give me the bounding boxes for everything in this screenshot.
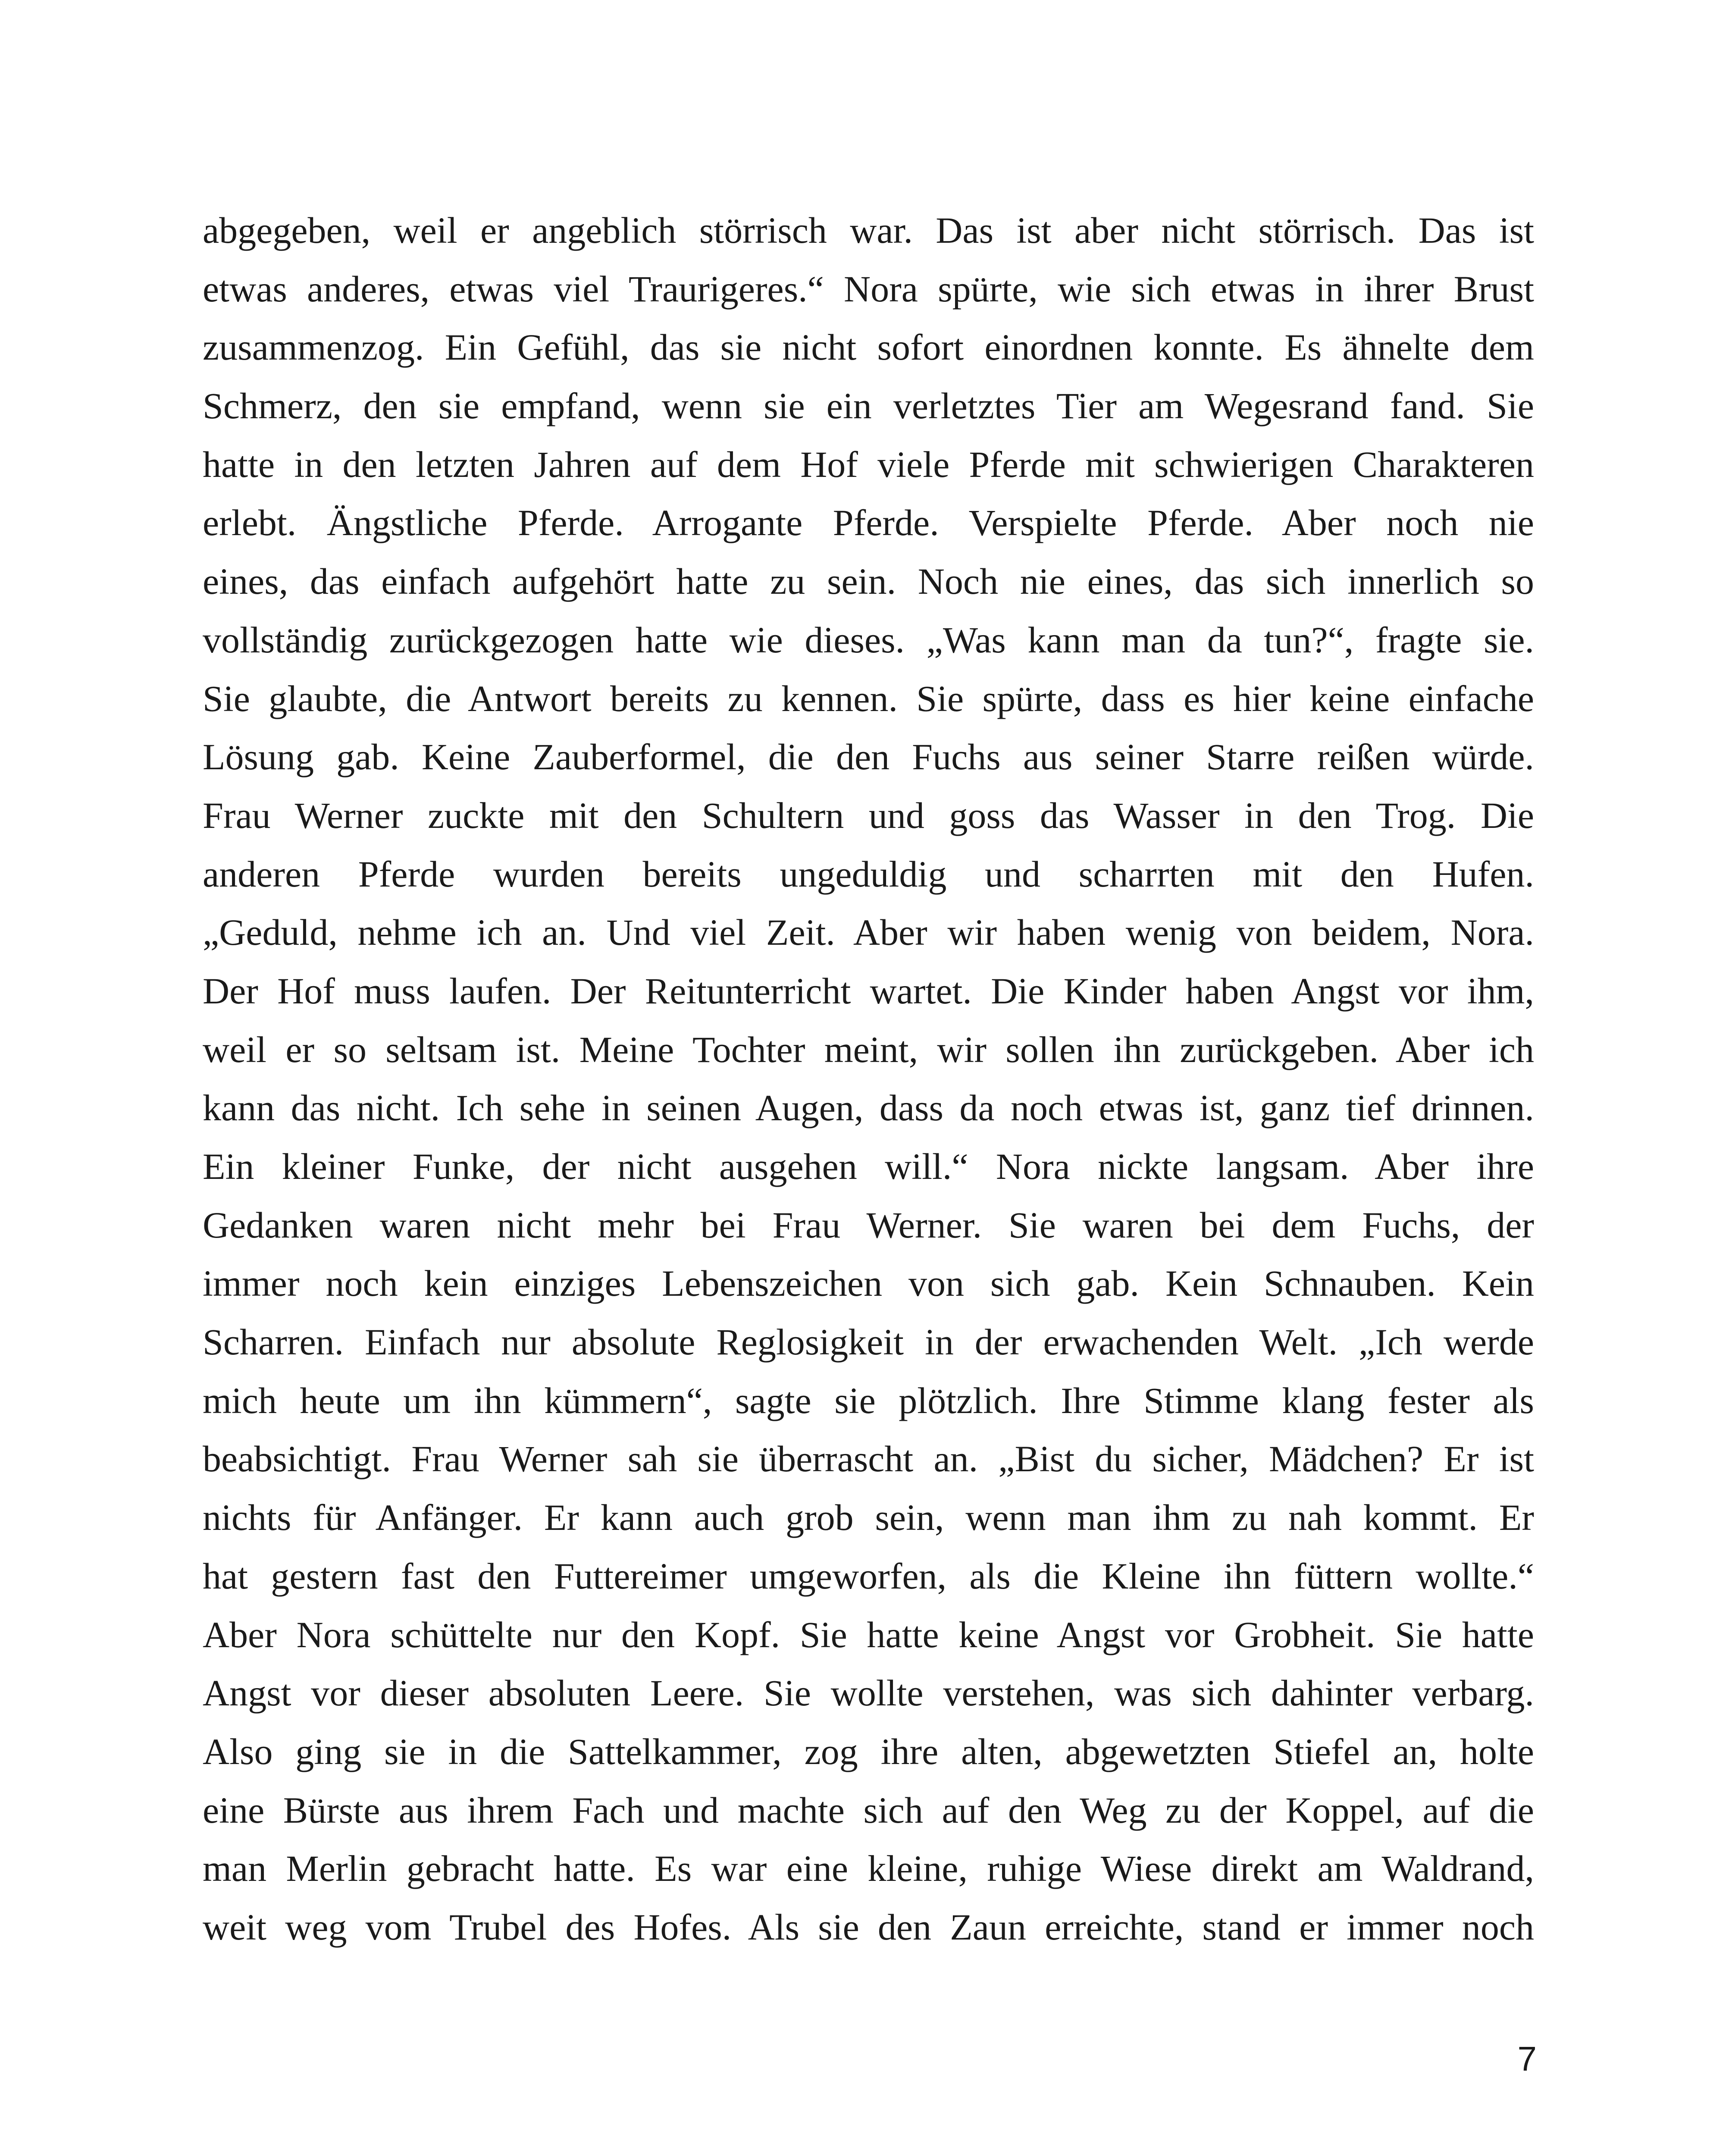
text-line: Frau Werner zuckte mit den Schultern und goss das Wasser in den Trog. Die — [203, 794, 1534, 836]
text-line: etwas anderes, etwas viel Traurigeres.“ Nora spürte, wie sich etwas in ihrer Brust — [203, 268, 1534, 310]
text-line: abgegeben, weil er angeblich störrisch war. Das ist aber nicht störrisch. Das ist — [203, 210, 1534, 251]
text-line: Ein kleiner Funke, der nicht ausgehen will.“ Nora nickte langsam. Aber ihre — [203, 1146, 1534, 1187]
text-line: hatte in den letzten Jahren auf dem Hof viele Pferde mit schwierigen Charakteren — [203, 443, 1534, 485]
text-line: erlebt. Ängstliche Pferde. Arrogante Pferde. Verspielte Pferde. Aber noch nie — [203, 502, 1534, 544]
text-line: vollständig zurückgezogen hatte wie dieses. „Was kann man da tun?“, fragte sie. — [203, 619, 1534, 661]
text-line: Schmerz, den sie empfand, wenn sie ein verletztes Tier am Wegesrand fand. Sie — [203, 385, 1534, 427]
text-line: anderen Pferde wurden bereits ungeduldig und scharrten mit den Hufen. — [203, 853, 1534, 895]
text-line: eines, das einfach aufgehört hatte zu sein. Noch nie eines, das sich innerlich so — [203, 561, 1534, 602]
body-text — [203, 201, 1534, 1957]
text-line: „Geduld, nehme ich an. Und viel Zeit. Aber wir haben wenig von beidem, Nora. — [203, 912, 1534, 953]
text-line: weil er so seltsam ist. Meine Tochter meint, wir sollen ihn zurückgeben. Aber ich — [203, 1028, 1534, 1070]
text-line: weit weg vom Trubel des Hofes. Als sie den Zaun erreichte, stand er immer noch — [203, 1906, 1534, 1948]
text-line: Scharren. Einfach nur absolute Reglosigkeit in der erwachenden Welt. „Ich werde — [203, 1321, 1534, 1363]
text-line: kann das nicht. Ich sehe in seinen Augen, dass da noch etwas ist, ganz tief drinnen. — [203, 1087, 1534, 1129]
text-line: Sie glaubte, die Antwort bereits zu kennen. Sie spürte, dass es hier keine einfache — [203, 677, 1534, 719]
text-line: Lösung gab. Keine Zauberformel, die den Fuchs aus seiner Starre reißen würde. — [203, 736, 1534, 778]
text-line: zusammenzog. Ein Gefühl, das sie nicht sofort einordnen konnte. Es ähnelte dem — [203, 326, 1534, 368]
text-line: man Merlin gebracht hatte. Es war eine kleine, ruhige Wiese direkt am Waldrand, — [203, 1848, 1534, 1890]
text-line: Gedanken waren nicht mehr bei Frau Werner. Sie waren bei dem Fuchs, der — [203, 1204, 1534, 1246]
text-line: eine Bürste aus ihrem Fach und machte sich auf den Weg zu der Koppel, auf die — [203, 1789, 1534, 1831]
text-line: Angst vor dieser absoluten Leere. Sie wollte verstehen, was sich dahinter verbarg. — [203, 1672, 1534, 1714]
text-line: Aber Nora schüttelte nur den Kopf. Sie hatte keine Angst vor Grobheit. Sie hatte — [203, 1614, 1534, 1655]
text-line: Also ging sie in die Sattelkammer, zog ihre alten, abgewetzten Stiefel an, holte — [203, 1730, 1534, 1772]
text-line: mich heute um ihn kümmern“, sagte sie plötzlich. Ihre Stimme klang fester als — [203, 1379, 1534, 1421]
text-line: nichts für Anfänger. Er kann auch grob sein, wenn man ihm zu nah kommt. Er — [203, 1497, 1534, 1539]
page-number: 7 — [1517, 2040, 1537, 2078]
text-line: beabsichtigt. Frau Werner sah sie überrascht an. „Bist du sicher, Mädchen? Er ist — [203, 1438, 1534, 1480]
text-line: hat gestern fast den Futtereimer umgeworfen, als die Kleine ihn füttern wollte.“ — [203, 1555, 1534, 1597]
text-line: Der Hof muss laufen. Der Reitunterricht wartet. Die Kinder haben Angst vor ihm, — [203, 970, 1534, 1012]
text-line: immer noch kein einziges Lebenszeichen von sich gab. Kein Schnauben. Kein — [203, 1263, 1534, 1304]
